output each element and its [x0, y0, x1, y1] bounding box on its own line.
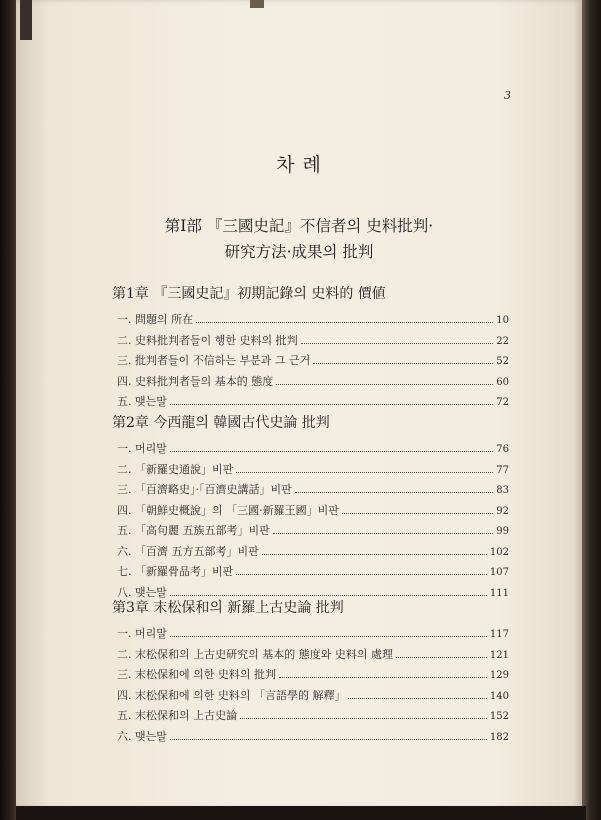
- dot-leader: [240, 718, 487, 719]
- dot-leader: [348, 698, 486, 699]
- toc-entry-page: 92: [496, 505, 509, 517]
- toc-entry: [117, 502, 509, 519]
- toc-entry-label: 八. 맺는말: [117, 585, 167, 599]
- toc-entry-label: 六. 「百濟 五方五部考」비판: [117, 544, 259, 558]
- toc-entry-label: 二. 史料批判者들이 행한 史料의 批判: [117, 333, 298, 347]
- toc-title: 차 례: [276, 154, 322, 176]
- toc-entry-page: 99: [496, 526, 509, 537]
- toc-entry-page: 76: [496, 444, 509, 455]
- toc-entry: [117, 393, 509, 410]
- dot-leader: [396, 657, 487, 658]
- toc-entry-page: 77: [496, 464, 509, 476]
- toc-entry-label: 六. 맺는말: [117, 729, 167, 743]
- toc-entry-label: 五. 맺는말: [117, 395, 167, 408]
- toc-entry: [117, 625, 509, 642]
- toc-entry-label: 二. 末松保和의 上古史研究의 基本的 態度와 史料의 處理: [117, 647, 393, 661]
- toc-entry-label: 五. 「高句麗 五族五部考」비판: [117, 524, 270, 537]
- toc-entry-page: 117: [489, 629, 509, 640]
- toc-entry-label: 七. 「新羅骨品考」비판: [117, 565, 234, 578]
- spine-mark: [20, 0, 32, 40]
- chapter-title: 第3章 末松保和의 新羅上古史論 批判: [112, 600, 344, 616]
- toc-entry-label: 二. 「新羅史通說」비판: [117, 462, 234, 476]
- dot-leader: [279, 677, 487, 678]
- toc-entry-page: 72: [496, 397, 509, 408]
- toc-entry-page: 22: [496, 335, 509, 347]
- toc-entry: [117, 461, 509, 478]
- toc-entry: [117, 352, 509, 369]
- dot-leader: [301, 343, 494, 344]
- toc-entry: [117, 687, 509, 704]
- chapter-title: 第1章 『三國史記』初期記錄의 史料的 價値: [112, 286, 386, 302]
- toc-entry: [117, 373, 509, 390]
- toc-entry-label: 四. 末松保和에 의한 史料의 「言語學的 解釋」: [117, 688, 346, 702]
- page-edge-bottom: [16, 806, 586, 820]
- toc-entry-label: 三. 「百濟略史」·「百濟史講話」비판: [117, 483, 292, 496]
- dot-leader: [170, 451, 493, 452]
- dot-leader: [276, 384, 493, 385]
- toc-entry-page: 102: [489, 546, 509, 558]
- dot-leader: [313, 363, 493, 364]
- dot-leader: [342, 513, 493, 514]
- toc-entry-page: 129: [489, 670, 509, 681]
- dot-leader: [273, 533, 494, 534]
- top-edge-mark: [250, 0, 264, 8]
- toc-entry-page: 60: [496, 376, 509, 388]
- toc-entry: [117, 543, 509, 560]
- dot-leader: [170, 404, 493, 405]
- part-heading-line2: 研究方法·成果의 批判: [224, 243, 374, 261]
- toc-entry: [117, 728, 509, 745]
- toc-entry-page: 83: [496, 485, 509, 496]
- toc-entry-label: 三. 末松保和에 의한 史料의 批判: [117, 668, 276, 681]
- toc-entry-label: 四. 「朝鮮史概說」의 「三國·新羅王國」비판: [117, 503, 339, 517]
- toc-entry-page: 10: [496, 315, 509, 326]
- toc-entry: [117, 666, 509, 683]
- book-page: [16, 0, 582, 808]
- page-edge-right: [582, 0, 601, 820]
- toc-entry-page: 52: [496, 356, 509, 367]
- dot-leader: [196, 322, 493, 323]
- dot-leader: [295, 492, 494, 493]
- part-heading-line1: 第Ⅰ部 『三國史記』不信者의 史料批判·: [164, 217, 434, 235]
- dot-leader: [170, 595, 487, 596]
- toc-entry-label: 三. 批判者들이 不信하는 부분과 그 근거: [117, 354, 311, 367]
- toc-entry-label: 一. 問題의 所在: [117, 313, 194, 326]
- dot-leader: [262, 554, 487, 555]
- toc-entry: [117, 707, 509, 724]
- dot-leader: [236, 472, 493, 473]
- toc-entry-page: 140: [489, 690, 509, 702]
- toc-entry-label: 一. 머리말: [117, 442, 167, 455]
- toc-entry-page: 107: [489, 567, 509, 578]
- toc-entry: [117, 563, 509, 580]
- toc-entry-page: 152: [489, 711, 509, 722]
- toc-entry: [117, 646, 509, 663]
- toc-entry: [117, 522, 509, 539]
- dot-leader: [236, 574, 487, 575]
- chapter-title: 第2章 今西龍의 韓國古代史論 批判: [112, 415, 330, 431]
- toc-entry-page: 121: [489, 649, 509, 661]
- toc-entry-page: 182: [489, 731, 509, 743]
- toc-entry: [117, 481, 509, 498]
- toc-entry: [117, 332, 509, 349]
- dot-leader: [170, 636, 487, 637]
- toc-entry-label: 五. 末松保和의 上古史論: [117, 709, 238, 722]
- toc-entry: [117, 440, 509, 457]
- dot-leader: [170, 739, 487, 740]
- page-number: 3: [504, 89, 511, 102]
- toc-entry-label: 一. 머리말: [117, 627, 167, 640]
- toc-entry-page: 111: [489, 587, 509, 599]
- toc-entry-label: 四. 史料批判者들의 基本的 態度: [117, 374, 274, 388]
- toc-entry: [117, 311, 509, 328]
